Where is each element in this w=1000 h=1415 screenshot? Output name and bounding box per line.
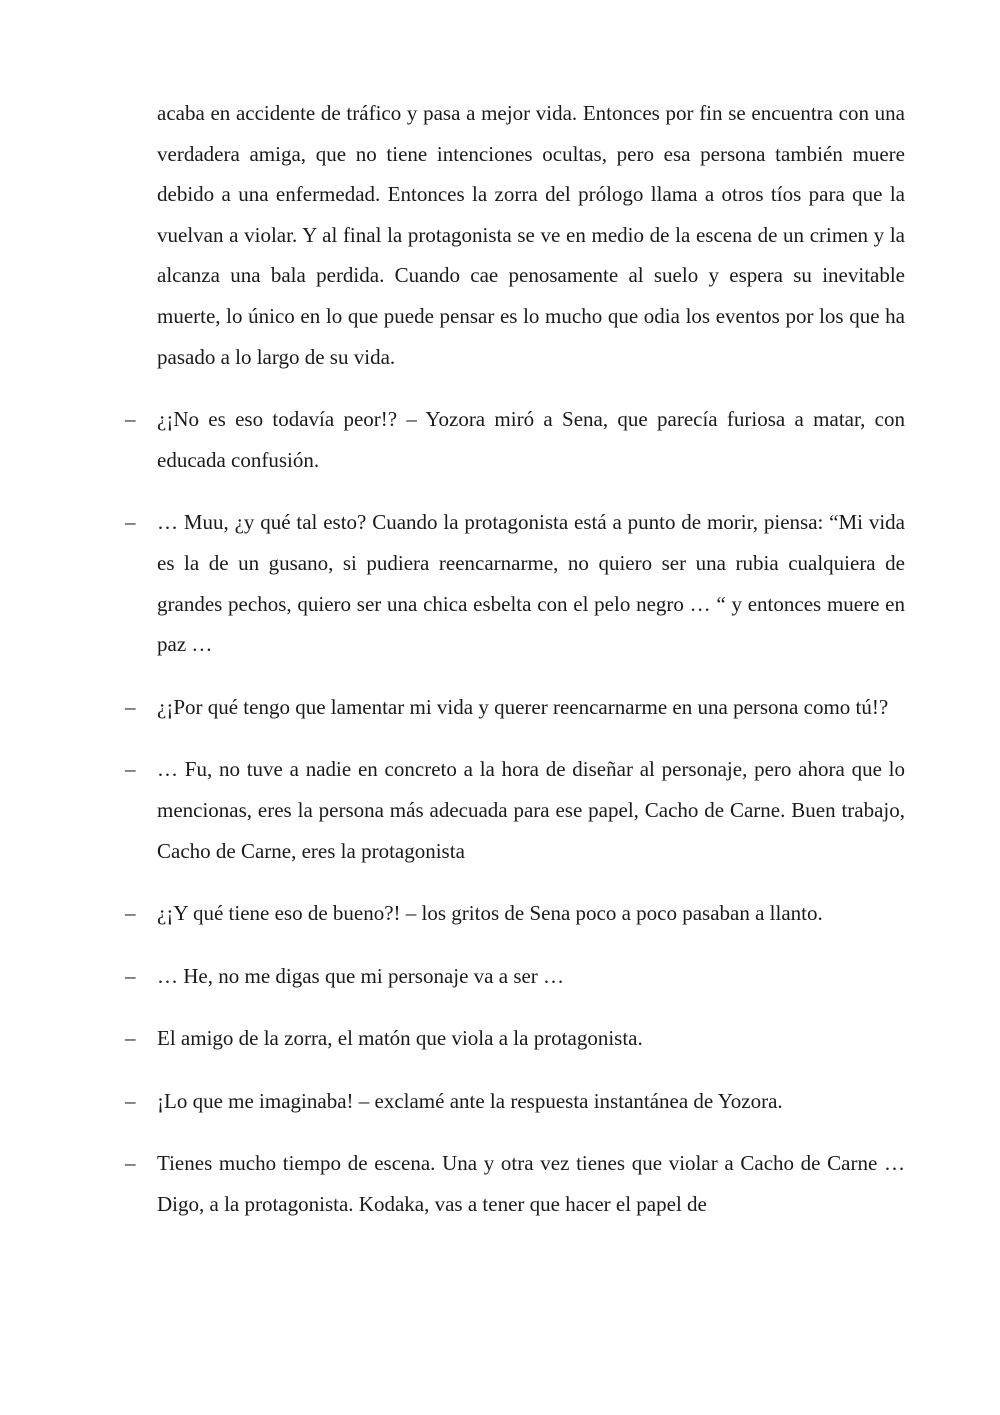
dialogue-text: … Muu, ¿y qué tal esto? Cuando la protagonista está a punto de morir, piensa: “Mi vida es la de un gusano, si pudiera reencarnarme, no quiero ser una rubia cualquiera de grandes pechos, quiero ser una chica esbelta con el pelo negro … “ y entonces muere en paz … bbox=[157, 510, 905, 657]
dialogue-text: … He, no me digas que mi personaje va a ser … bbox=[157, 963, 565, 988]
dialogue-text: … Fu, no tuve a nadie en concreto a la hora de diseñar al personaje, pero ahora que lo mencionas, eres la persona más adecuada para ese papel, Cacho de Carne. Buen trabajo, Cacho de Carne, eres la protagonista bbox=[157, 757, 905, 863]
dialogue-line bbox=[125, 399, 905, 480]
dialogue-dash: – bbox=[125, 1026, 136, 1051]
dialogue-line bbox=[125, 1143, 905, 1224]
dialogue-line bbox=[125, 893, 905, 934]
dialogue-line bbox=[125, 956, 905, 997]
dialogue-dash: – bbox=[125, 694, 136, 719]
dialogue-text: Tienes mucho tiempo de escena. Una y otra vez tienes que violar a Cacho de Carne … Digo, a la protagonista. Kodaka, vas a tener que hacer el papel de bbox=[157, 1151, 905, 1217]
dialogue-dash: – bbox=[125, 1088, 136, 1113]
document-body bbox=[125, 93, 905, 1225]
paragraph-continuation bbox=[157, 93, 905, 377]
dialogue-dash: – bbox=[125, 901, 136, 926]
dialogue-dash: – bbox=[125, 407, 136, 432]
dialogue-line bbox=[125, 1081, 905, 1122]
dialogue-dash: – bbox=[125, 757, 136, 782]
dialogue-text: El amigo de la zorra, el matón que viola a la protagonista. bbox=[157, 1026, 643, 1051]
dialogue-line bbox=[125, 749, 905, 871]
dialogue-text: ¿¡No es eso todavía peor!? – Yozora miró a Sena, que parecía furiosa a matar, con educada confusión. bbox=[157, 407, 905, 472]
dialogue-line bbox=[125, 502, 905, 664]
dialogue-line bbox=[125, 687, 905, 728]
paragraph-text: acaba en accidente de tráfico y pasa a mejor vida. Entonces por fin se encuentra con una verdadera amiga, que no tiene intenciones ocultas, pero esa persona también muere debido a una enfermedad. Entonces la zorra del prólogo llama a otros tíos para que la vuelvan a violar. Y al final la protagonista se ve en medio de la escena de un crimen y la alcanza una bala perdida. Cuando cae penosamente al suelo y espera su inevitable muerte, lo único en lo que puede pensar es lo mucho que odia los eventos por los que ha pasado a lo largo de su vida. bbox=[157, 101, 905, 369]
dialogue-text: ¡Lo que me imaginaba! – exclamé ante la respuesta instantánea de Yozora. bbox=[157, 1088, 783, 1113]
dialogue-text: ¿¡Por qué tengo que lamentar mi vida y querer reencarnarme en una persona como tú!? bbox=[157, 694, 889, 719]
dialogue-dash: – bbox=[125, 963, 136, 988]
dialogue-text: ¿¡Y qué tiene eso de bueno?! – los gritos de Sena poco a poco pasaban a llanto. bbox=[157, 901, 823, 926]
dialogue-dash: – bbox=[125, 1151, 136, 1176]
dialogue-line bbox=[125, 1018, 905, 1059]
dialogue-dash: – bbox=[125, 510, 136, 535]
